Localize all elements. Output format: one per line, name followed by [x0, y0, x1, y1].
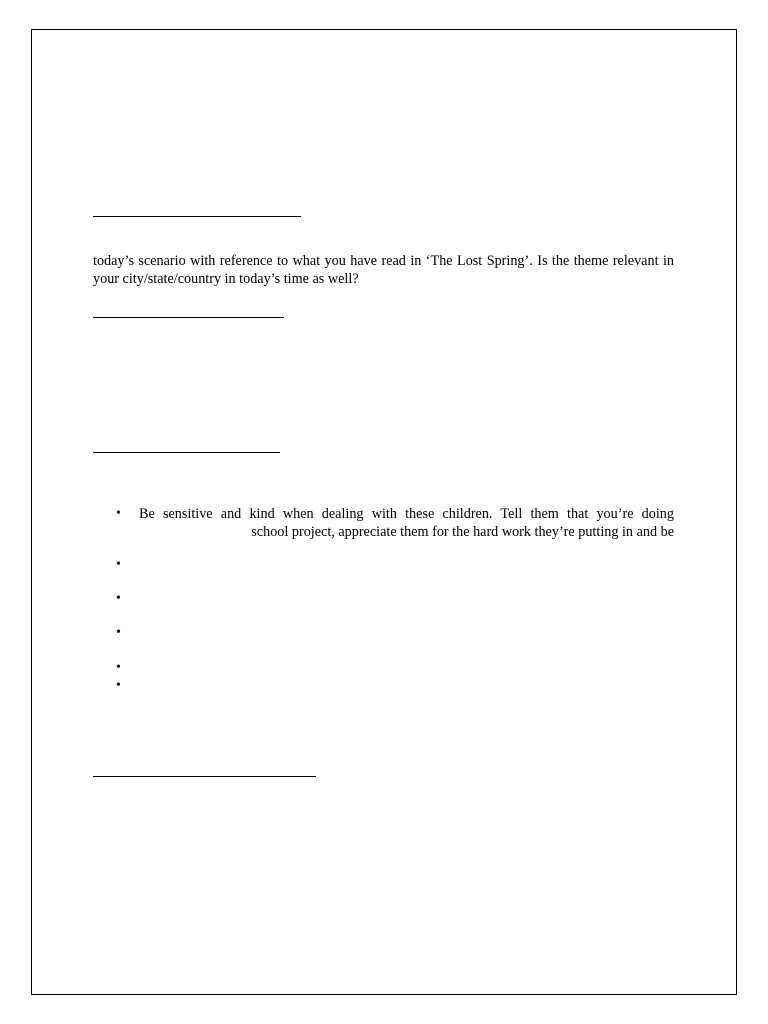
bullet-marker: • — [116, 557, 121, 572]
bullet-marker: • — [116, 506, 121, 521]
bullet-marker: • — [116, 591, 121, 606]
underline-rule-1 — [93, 216, 301, 217]
bullet-marker: • — [116, 625, 121, 640]
bullet-item-line: school project, appreciate them for the hard work they’re putting in and be — [251, 524, 674, 540]
bullet-marker: • — [116, 660, 121, 675]
underline-rule-4 — [93, 776, 316, 777]
bullet-item-text — [139, 505, 674, 541]
underline-rule-2 — [93, 317, 284, 318]
underline-rule-3 — [93, 452, 280, 453]
bullet-marker: • — [116, 678, 121, 693]
body-paragraph: today’s scenario with reference to what you have read in ‘The Lost Spring’. Is the theme relevant in your city/state/country in today’s time as well? — [93, 253, 674, 287]
bullet-item-line: Be sensitive and kind when dealing with these children. Tell them that you’re doing — [139, 506, 674, 522]
